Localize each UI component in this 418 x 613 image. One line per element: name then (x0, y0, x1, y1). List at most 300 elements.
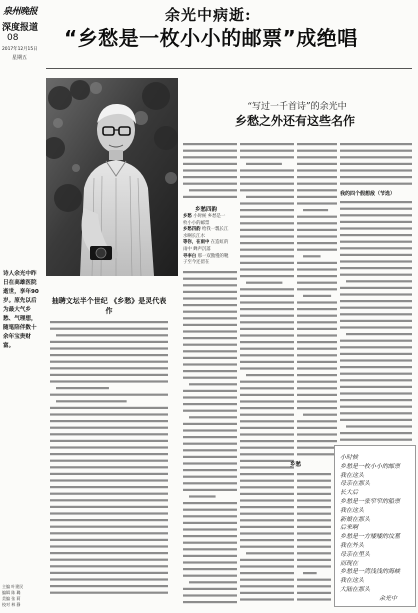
text-line (340, 406, 412, 408)
text-line (50, 493, 168, 495)
issue-date: 2017年12月15日 (2, 47, 38, 52)
text-line (50, 578, 168, 580)
text-line (297, 374, 337, 376)
text-line (183, 350, 237, 352)
text-line (297, 453, 337, 455)
headline-rule (46, 68, 412, 69)
handwriting-line: 余光中 (379, 594, 398, 602)
text-line (297, 473, 331, 475)
text-line (50, 321, 168, 323)
text-line (240, 526, 294, 528)
text-line (189, 416, 237, 418)
text-line (50, 559, 168, 561)
handwriting-line: 我在这头 (340, 577, 365, 585)
text-line (240, 268, 294, 270)
text-line (340, 366, 412, 368)
text-line (303, 414, 337, 416)
text-line (340, 313, 412, 315)
text-line (50, 374, 168, 376)
text-lines-4 (297, 140, 337, 456)
text-line (340, 300, 412, 302)
text-line (303, 255, 321, 257)
text-line (240, 156, 294, 158)
text-line (189, 581, 237, 583)
text-line (297, 249, 337, 251)
text-line (183, 476, 237, 478)
text-line (50, 572, 168, 574)
text-line (340, 150, 412, 152)
text-line (183, 370, 237, 372)
text-line (183, 568, 237, 570)
poem-text: 那一双傲慢的靴子至今还留在 (183, 253, 229, 266)
text-line (340, 227, 412, 229)
text-line (183, 443, 237, 445)
text-line (240, 381, 294, 383)
handwriting-line: 我在外头 (340, 542, 365, 549)
text-line (297, 156, 337, 158)
text-line (340, 201, 412, 203)
text-line (297, 222, 337, 224)
text-line (183, 337, 237, 339)
text-line (297, 447, 337, 449)
text-line (297, 143, 337, 145)
text-line (50, 413, 168, 415)
text-line (297, 328, 337, 330)
issue-weekday: 星期五 (12, 55, 28, 61)
text-line (246, 196, 294, 198)
text-line (240, 235, 294, 237)
text-line (340, 320, 412, 322)
text-line (297, 526, 331, 528)
text-line (240, 433, 294, 435)
text-line (240, 150, 294, 152)
text-line (340, 260, 412, 262)
text-line (183, 469, 237, 471)
text-line (297, 216, 337, 218)
text-line (297, 506, 331, 508)
text-line (240, 420, 294, 422)
main-headline: “乡愁是一枚小小的邮票”成绝唱 (64, 26, 358, 50)
page-number: 08 (7, 33, 19, 43)
handwriting-line: 而现在 (340, 559, 359, 567)
text-line (297, 189, 337, 191)
text-line (50, 466, 168, 468)
text-line (183, 449, 237, 451)
text-line (183, 482, 237, 484)
text-line (50, 361, 168, 363)
poem-title: 乡愁四韵 (183, 227, 201, 233)
text-line (189, 495, 216, 497)
text-line (297, 598, 331, 600)
text-line (183, 363, 237, 365)
text-line (297, 559, 331, 561)
poem-list (183, 214, 229, 267)
text-line (297, 242, 337, 244)
text-line (340, 392, 412, 394)
text-line (183, 423, 237, 425)
text-line (297, 341, 337, 343)
text-line (340, 346, 412, 348)
credit-subeditor: 编辑 陈 璐 (2, 590, 21, 595)
text-line (56, 400, 127, 402)
text-line (183, 489, 237, 491)
text-line (340, 214, 412, 216)
text-line (297, 361, 337, 363)
text-line (56, 387, 109, 389)
text-line (240, 480, 294, 482)
text-line (183, 324, 237, 326)
text-line (240, 249, 294, 251)
text-line (297, 493, 331, 495)
left-rail (0, 0, 46, 613)
text-line (297, 400, 337, 402)
text-line (240, 460, 294, 462)
handwriting-line: 乡愁是一方矮矮的坟墓 (340, 533, 401, 541)
text-line (340, 439, 412, 441)
text-line (240, 262, 294, 264)
text-line (183, 515, 237, 517)
text-line (240, 328, 294, 330)
text-line (50, 512, 168, 514)
text-line (240, 143, 294, 145)
handwritten-manuscript (334, 445, 416, 607)
text-line (50, 407, 168, 409)
text-line (183, 143, 237, 145)
text-line (340, 287, 412, 289)
text-line (183, 284, 237, 286)
text-line (183, 535, 237, 537)
text-line (297, 539, 331, 541)
text-line (340, 412, 412, 414)
text-line (240, 229, 294, 231)
text-line (240, 315, 294, 317)
text-line (50, 427, 168, 429)
text-line (340, 183, 412, 185)
text-line (240, 513, 294, 515)
text-line (297, 202, 337, 204)
text-line (183, 601, 237, 603)
text-line (50, 479, 168, 481)
text-line (246, 282, 282, 284)
text-line (240, 394, 294, 396)
text-line (340, 221, 412, 223)
text-line (183, 278, 237, 280)
text-line (183, 436, 237, 438)
text-line (240, 288, 294, 290)
text-line (297, 262, 337, 264)
text-line (297, 268, 337, 270)
handwriting-line: 我在这头 (340, 506, 365, 514)
text-line (297, 163, 337, 165)
text-line (340, 326, 412, 328)
text-line (297, 196, 337, 198)
text-line (183, 528, 237, 530)
text-line (183, 344, 237, 346)
text-line (297, 354, 337, 356)
text-line (183, 542, 237, 544)
subhead-line1: “写过一千首诗”的余光中 (247, 102, 347, 112)
text-line (297, 579, 331, 581)
handwriting-line: 大陆在那头 (340, 586, 371, 593)
text-line (240, 546, 294, 548)
text-line (240, 169, 294, 171)
masthead-logo: 泉州晚报 (3, 7, 38, 17)
text-line (183, 561, 237, 563)
article-column-4b (297, 470, 331, 604)
text-line (297, 427, 337, 429)
text-line (50, 367, 168, 369)
text-line (340, 399, 412, 401)
text-line (340, 156, 412, 158)
text-line (340, 340, 412, 342)
text-line (297, 334, 337, 336)
text-line (340, 241, 412, 243)
poem-text: 在造虹的雨中 蝉声沉落 (183, 240, 229, 252)
text-line (50, 433, 168, 435)
text-line (240, 532, 294, 534)
text-line (297, 169, 337, 171)
text-line (297, 407, 337, 409)
text-line (183, 377, 237, 379)
text-line (56, 334, 168, 336)
text-line (240, 202, 294, 204)
text-line (297, 433, 337, 435)
text-line (340, 234, 412, 236)
text-line (240, 598, 294, 600)
text-line (340, 432, 412, 434)
text-line (50, 347, 168, 349)
credits (2, 584, 23, 608)
text-line (189, 383, 237, 385)
text-line (183, 429, 237, 431)
text-line (240, 334, 294, 336)
text-line (297, 546, 331, 548)
text-line (297, 513, 331, 515)
text-line (240, 447, 294, 449)
text-line (240, 295, 294, 297)
text-line (297, 348, 337, 350)
text-line (297, 176, 337, 178)
poem-title: 等你，在雨中 (183, 240, 210, 246)
text-line (240, 367, 294, 369)
text-line (50, 552, 168, 554)
text-line (50, 486, 168, 488)
text-line (297, 381, 337, 383)
text-line (246, 163, 282, 165)
handwriting-line: 我在这头 (340, 471, 365, 479)
text-line (50, 328, 168, 330)
text-line (183, 522, 237, 524)
text-line (297, 519, 331, 521)
text-line (50, 341, 168, 343)
text-line (240, 400, 294, 402)
text-line (240, 427, 294, 429)
text-line (303, 295, 331, 297)
handwriting-line: 母亲在里头 (340, 550, 371, 558)
text-lines-4b (297, 470, 331, 604)
text-line (297, 308, 337, 310)
text-line (297, 394, 337, 396)
text-line (297, 440, 337, 442)
text-line (340, 267, 412, 269)
text-line (183, 150, 237, 152)
poem-text: 给我一瓢长江水啊长江水 (183, 227, 229, 239)
text-line (303, 209, 328, 211)
text-line (183, 588, 237, 590)
text-line (240, 242, 294, 244)
text-line (183, 156, 237, 158)
text-line (183, 555, 237, 557)
text-line (50, 519, 168, 521)
text-line (50, 473, 168, 475)
text-line (297, 315, 337, 317)
text-line (340, 419, 412, 421)
text-line (240, 308, 294, 310)
text-line (183, 311, 237, 313)
text-line (297, 183, 337, 185)
text-line (189, 189, 237, 191)
text-line (297, 235, 337, 237)
text-line (50, 565, 168, 567)
text-line (240, 559, 294, 561)
text-line (240, 341, 294, 343)
text-line (240, 592, 294, 594)
text-line (340, 247, 412, 249)
text-line (240, 301, 294, 303)
poem-item (183, 254, 229, 267)
text-line (297, 288, 337, 290)
handwriting-line: 新娘在那头 (340, 515, 371, 523)
text-line (183, 291, 237, 293)
text-line (240, 189, 294, 191)
text-line (240, 255, 294, 257)
text-line (183, 575, 237, 577)
poem-text: 小时候 乡愁是一枚小小的邮票 (183, 214, 226, 226)
text-line (183, 456, 237, 458)
handwriting-line: 后来啊 (340, 524, 359, 532)
text-line (50, 446, 168, 448)
text-line (297, 499, 331, 501)
handwriting-line: 乡愁是一湾浅浅的海峡 (340, 568, 401, 576)
text-line (240, 453, 294, 455)
text-line (50, 460, 168, 462)
text-line (297, 480, 331, 482)
article-column-4 (297, 140, 337, 456)
poem-title: 寻李白 (183, 253, 197, 259)
poem-title: 乡愁 (183, 214, 192, 219)
text-line (297, 229, 337, 231)
section-name: 深度报道 (2, 23, 39, 33)
text-line (240, 473, 294, 475)
text-line (340, 176, 412, 178)
text-line (240, 348, 294, 350)
text-line (240, 440, 294, 442)
text-line (297, 275, 337, 277)
text-line (50, 354, 168, 356)
credit-designer: 美编 张 莉 (2, 596, 21, 601)
text-line (50, 440, 168, 442)
text-line (50, 539, 168, 541)
article-column-5a (340, 140, 412, 186)
text-line (50, 453, 168, 455)
text-line (183, 330, 237, 332)
text-line (183, 502, 237, 504)
text-line (297, 420, 337, 422)
text-lines-3 (240, 140, 294, 604)
text-line (340, 208, 412, 210)
text-line (297, 532, 331, 534)
headline-kicker: 余光中病逝: (165, 6, 252, 24)
text-line (240, 222, 294, 224)
text-line (183, 317, 237, 319)
article-column-5b (340, 198, 412, 442)
lede-text: 诗人余光中昨日在高雄医院逝世，享年90岁。原先以后为最大气乡愁、气理想，随笔陪伴数十余年宝贵财富。 (3, 271, 39, 349)
text-line (183, 304, 237, 306)
text-line (297, 592, 331, 594)
text-line (340, 359, 412, 361)
text-line (297, 552, 331, 554)
text-line (340, 307, 412, 309)
text-line (240, 493, 294, 495)
text-line (297, 321, 337, 323)
text-line (50, 585, 168, 587)
text-line (183, 548, 237, 550)
text-line (240, 466, 294, 468)
text-line (240, 499, 294, 501)
text-line (340, 163, 412, 165)
text-line (346, 280, 412, 282)
text-line (240, 176, 294, 178)
article-column-2a (183, 140, 237, 204)
text-line (240, 387, 294, 389)
text-line (246, 552, 294, 554)
text-line (240, 407, 294, 409)
text-line (340, 274, 412, 276)
text-line (303, 572, 317, 574)
text-line (240, 275, 294, 277)
text-line (183, 410, 237, 412)
text-line (183, 297, 237, 299)
right-section-label: 我的四个假想敌（节选） (340, 191, 396, 197)
text-line (50, 545, 168, 547)
poems-heading: 乡愁四韵 (194, 207, 217, 213)
text-line (183, 271, 237, 273)
text-line (183, 169, 237, 171)
text-line (340, 143, 412, 145)
text-line (240, 519, 294, 521)
text-line (340, 353, 412, 355)
text-line (240, 565, 294, 567)
text-line (340, 293, 412, 295)
text-line (50, 532, 168, 534)
text-line (183, 176, 237, 178)
text-line (183, 594, 237, 596)
text-line (183, 390, 237, 392)
text-line (240, 414, 294, 416)
text-line (346, 425, 412, 427)
subhead-line2: 乡愁之外还有这些名作 (234, 114, 355, 128)
text-line (297, 486, 331, 488)
text-lines-1 (50, 318, 168, 600)
handwriting-line: 小时候 (340, 454, 359, 461)
text-line (183, 509, 237, 511)
article-column-1 (50, 318, 168, 600)
text-lines-2a (183, 140, 237, 204)
text-line (50, 420, 168, 422)
text-line (340, 254, 412, 256)
text-line (183, 196, 237, 198)
poem-item (183, 227, 229, 240)
